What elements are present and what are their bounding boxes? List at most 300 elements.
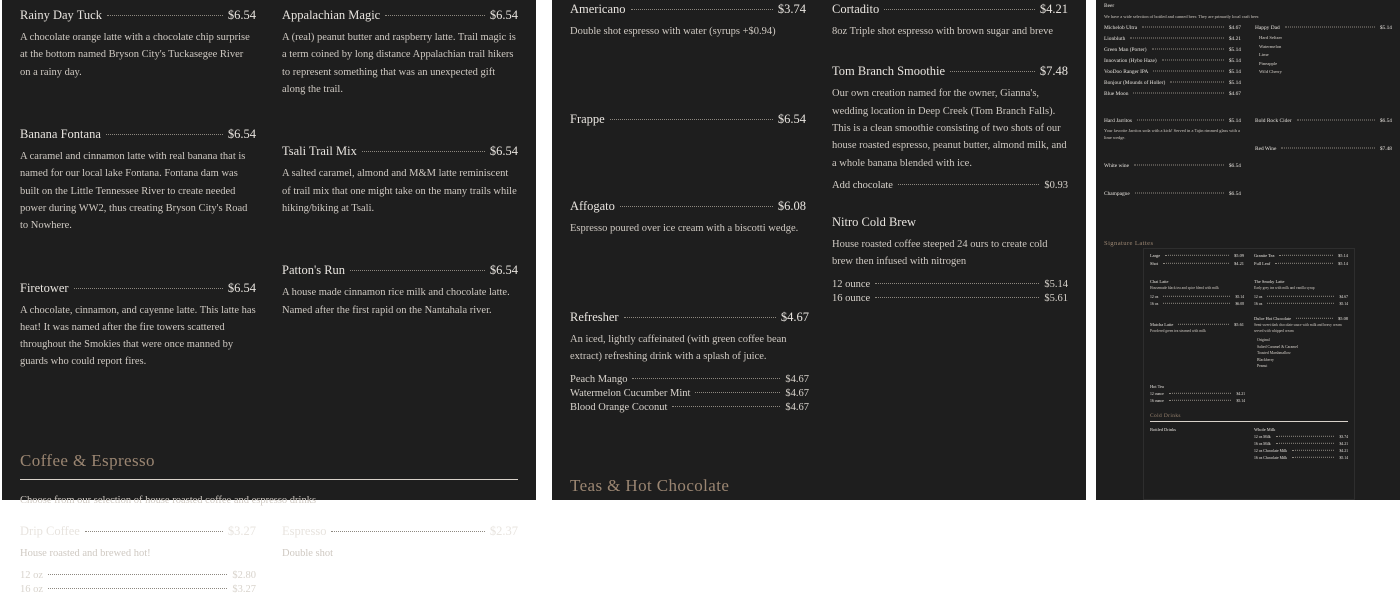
item-name: Americano — [570, 2, 626, 16]
menu-item-row — [1254, 435, 1348, 439]
item-description: A chocolate, cinnamon, and cayenne latte. This latte has heat! It was named after the fire towers scattered throughout the Smokies that were once manned by guards who could report fires. — [20, 304, 256, 368]
inset-top-column-right — [1254, 253, 1348, 269]
item-name: Appalachian Magic — [282, 8, 381, 22]
size-option-row — [20, 570, 256, 581]
menu-item-row — [1254, 261, 1348, 266]
coffee-column-right — [282, 524, 518, 605]
item-price: $6.54 — [227, 8, 256, 22]
section-heading-coffee-espresso: Coffee & Espresso — [20, 450, 155, 470]
dot-leader — [1142, 27, 1224, 28]
item-description: Early grey tea with milk and vanilla syrup — [1254, 286, 1315, 290]
dot-leader — [74, 288, 223, 289]
menu-item — [1150, 322, 1244, 335]
dot-leader — [898, 184, 1039, 185]
dot-leader — [1297, 120, 1375, 121]
inset-column-right — [1254, 279, 1348, 378]
item-description: Double shot espresso with water (syrups +$0.94) — [570, 26, 776, 37]
menu-item — [1150, 279, 1244, 306]
item-size-options — [1150, 392, 1245, 403]
dot-leader — [48, 588, 227, 589]
dot-leader — [610, 119, 773, 120]
menu-item — [832, 64, 1068, 191]
dot-leader — [1285, 27, 1375, 28]
coffee-section-note: Choose from our selection of house roasted coffee and espresso drinks — [20, 494, 317, 506]
menu-item-row — [282, 263, 518, 278]
menu-item-row — [1254, 442, 1348, 446]
item-description: Semi-sweet dark chocolate sauce with milk and heavy cream served with whipped cream — [1254, 322, 1342, 333]
menu-item — [282, 8, 518, 98]
menu-item-row — [1254, 316, 1348, 321]
dot-leader — [1162, 60, 1224, 61]
menu-item — [1255, 25, 1392, 31]
signature-lattes-columns — [20, 8, 518, 417]
section-divider — [20, 479, 518, 480]
item-name: Refresher — [570, 310, 619, 324]
section-heading-signature-lattes: Signature Lattes — [1104, 240, 1154, 247]
menu-item — [1254, 316, 1348, 369]
section-heading-teas-hot-chocolate: Teas & Hot Chocolate — [570, 476, 730, 495]
menu-item — [1254, 253, 1348, 258]
menu-item-row — [832, 215, 1068, 230]
item-name: Patton's Run — [282, 263, 346, 278]
item-price: $4.67 — [785, 387, 810, 399]
dot-leader — [350, 270, 485, 271]
menu-item-row — [1150, 279, 1244, 284]
cold-drinks-section — [1150, 413, 1348, 463]
item-price: $3.74 — [1339, 435, 1348, 440]
size-option-row — [570, 374, 809, 385]
item-price: $6.54 — [227, 126, 256, 141]
menu-item-row — [832, 2, 1068, 17]
item-price: $4.67 — [780, 310, 810, 324]
size-option — [832, 180, 1068, 191]
menu-item — [20, 524, 256, 595]
dot-leader — [385, 15, 485, 16]
menu-item-row — [1150, 322, 1244, 327]
item-name: 16 oz — [1254, 301, 1263, 306]
item-name: Bonjour (Mounds of Holler) — [1104, 80, 1166, 86]
menu-item-row — [570, 112, 806, 127]
menu-item — [1104, 36, 1241, 42]
mid-column-right — [832, 2, 1068, 328]
menu-item — [832, 215, 1068, 304]
menu-item — [570, 112, 806, 127]
dot-leader — [875, 297, 1039, 298]
item-price: $6.54 — [1228, 163, 1241, 170]
menu-item-row — [1104, 91, 1241, 97]
size-option — [1150, 302, 1244, 306]
item-name: 16 oz Chocolate Milk — [1254, 456, 1288, 461]
item-price: $5.14 — [1339, 456, 1348, 461]
item-name: Watermelon Cucumber Mint — [570, 387, 691, 399]
menu-item — [20, 281, 256, 371]
dot-leader — [632, 378, 780, 379]
item-price: $7.48 — [1379, 146, 1392, 152]
menu-item-row — [1254, 253, 1348, 258]
item-name: 16 oz Milk — [1254, 442, 1271, 447]
size-option — [832, 293, 1068, 304]
size-option-row — [1150, 302, 1244, 306]
item-price: $6.54 — [777, 112, 806, 127]
menu-item — [1254, 442, 1348, 446]
size-option — [570, 388, 809, 399]
flavor-item: Watermelon — [1259, 43, 1282, 49]
menu-item-row — [1104, 80, 1241, 86]
menu-item — [1255, 118, 1392, 124]
item-name: Granite Tea — [1254, 253, 1275, 258]
signature-column-right — [282, 8, 518, 417]
item-name: 16 ounce — [832, 292, 871, 304]
drinks-column-left — [1104, 118, 1241, 219]
menu-item-row — [1255, 118, 1392, 124]
item-description: A house made cinnamon rice milk and chocolate latte. Named after the first rapid on the Nantahala river. — [282, 287, 510, 316]
dot-leader — [362, 151, 485, 152]
item-name: Drip Coffee — [20, 523, 80, 538]
dot-leader — [884, 9, 1035, 10]
size-option-row — [1254, 302, 1348, 306]
item-price: $5.08 — [1338, 315, 1348, 321]
size-option-row — [832, 279, 1068, 290]
item-price: $7.48 — [1039, 64, 1068, 79]
dot-leader — [331, 531, 484, 532]
menu-item-row — [1255, 146, 1392, 152]
item-name: Champagne — [1104, 191, 1130, 198]
flavor-item: Salted Caramel & Caramel — [1257, 344, 1299, 349]
menu-item-row — [570, 199, 806, 214]
dot-leader — [1165, 255, 1229, 256]
item-price: $5.61 — [1234, 321, 1244, 327]
item-description: A (real) peanut butter and raspberry latte. Trail magic is a term coined by long distance Appalachian trail hikers to represent something that was an unexpected gift along the trail. — [282, 32, 516, 95]
menu-item — [1254, 261, 1348, 266]
item-name: Michelob Ultra — [1104, 25, 1138, 31]
item-name: Green Man (Porter) — [1104, 47, 1147, 53]
item-size-options — [1150, 295, 1244, 306]
flavor-item: Blackberry — [1257, 357, 1274, 362]
menu-item-row — [1104, 191, 1241, 197]
item-name: White wine — [1104, 163, 1129, 170]
item-description: A salted caramel, almond and M&M latte reminiscent of trail mix that one might take on the many trails while hiking/biking at Tsali. — [282, 168, 517, 214]
item-description: Your favorite Jarritos soda with a kick! Served in a Tajin rimmed glass with a lime wedge. — [1104, 128, 1240, 141]
item-price: $4.21 — [1234, 261, 1244, 266]
menu-item — [1150, 253, 1244, 258]
dot-leader — [1163, 296, 1230, 297]
flavor-item: Peanut — [1257, 364, 1268, 369]
menu-item-row — [20, 524, 256, 539]
item-name: Peach Mango — [570, 373, 628, 385]
item-name: 16 ounce — [1150, 399, 1164, 404]
item-price: $5.14 — [1338, 261, 1348, 266]
dot-leader — [1163, 303, 1230, 304]
whole-milk-column — [1254, 427, 1348, 463]
dot-leader — [1135, 193, 1224, 194]
menu-item — [1150, 384, 1245, 403]
dot-leader — [1169, 400, 1232, 401]
cold-drinks-divider — [1150, 421, 1348, 422]
dot-leader — [875, 283, 1039, 284]
dot-leader — [48, 574, 227, 575]
menu-item — [1150, 261, 1244, 266]
dot-leader — [631, 9, 773, 10]
item-name: 12 oz Milk — [1254, 435, 1271, 440]
item-name: Matcha Latte — [1150, 321, 1174, 327]
menu-item-row — [1150, 261, 1244, 266]
item-description: House roasted and brewed hot! — [20, 547, 151, 559]
menu-item-row — [1254, 449, 1348, 453]
item-price: $4.67 — [1339, 294, 1348, 299]
menu-item — [282, 144, 518, 217]
item-price: $6.08 — [1235, 301, 1244, 306]
size-option — [1254, 302, 1348, 306]
item-name: VooDoo Ranger IPA — [1104, 69, 1149, 75]
middle-menu-panel — [552, 0, 1086, 500]
menu-item-row — [1104, 58, 1241, 64]
menu-item-row — [832, 64, 1068, 79]
menu-item — [1104, 80, 1241, 86]
item-price: $4.21 — [1228, 36, 1241, 42]
item-price: $4.21 — [1039, 2, 1068, 16]
dot-leader — [1292, 450, 1334, 451]
menu-item-row — [1255, 25, 1392, 31]
item-price: $6.08 — [777, 199, 806, 214]
item-name: The Smoky Latte — [1254, 279, 1285, 284]
menu-item — [1104, 47, 1241, 53]
item-price: $6.54 — [1228, 191, 1241, 198]
inset-column-left — [1150, 279, 1244, 378]
item-name: Tsali Trail Mix — [282, 144, 357, 159]
dot-leader — [950, 71, 1035, 72]
hot-tea-block — [1150, 384, 1245, 403]
dot-leader — [1267, 296, 1334, 297]
item-name: 12 oz — [1150, 294, 1159, 299]
item-name: Blue Moon — [1104, 91, 1129, 97]
menu-item-row — [20, 281, 256, 296]
item-name: Lionbluth — [1104, 36, 1126, 42]
item-name: 12 oz — [20, 570, 44, 582]
item-price: $4.67 — [785, 401, 810, 413]
dot-leader — [1276, 436, 1335, 437]
item-name: Espresso — [282, 523, 327, 538]
size-option-row — [1254, 295, 1348, 299]
menu-item — [832, 2, 1068, 40]
dot-leader — [1296, 318, 1333, 319]
menu-item-row — [1104, 36, 1241, 42]
dot-leader — [1170, 82, 1224, 83]
menu-item — [570, 310, 809, 413]
item-name: 12 oz — [1254, 294, 1263, 299]
item-name: 12 oz Chocolate Milk — [1254, 449, 1288, 454]
dot-leader — [1137, 120, 1224, 121]
menu-item-row — [570, 2, 806, 17]
item-description: A caramel and cinnamon latte with real banana that is named for our local lake Fontana. Fontana dam was built on the Little Tennessee River to create needed power during WW2, thus creating Bryson City's Road to Nowhere. — [20, 150, 248, 232]
menu-item-row — [1254, 456, 1348, 460]
menu-item-row — [282, 524, 518, 539]
menu-item — [1254, 449, 1348, 453]
menu-item-row — [20, 127, 256, 142]
dot-leader — [1169, 393, 1232, 394]
item-price: $4.21 — [1339, 449, 1348, 454]
size-option-row — [570, 388, 809, 399]
menu-item-row — [1150, 384, 1245, 389]
menu-item — [282, 263, 518, 319]
item-name: Dulce Hot Chocolate — [1254, 315, 1292, 321]
menu-item — [1104, 163, 1241, 169]
menu-item-row — [570, 310, 809, 325]
item-price: $4.67 — [785, 373, 810, 385]
menu-item — [1104, 25, 1241, 31]
happy-dad-flavors — [1255, 35, 1392, 74]
item-price: $3.27 — [232, 584, 256, 596]
size-option — [1150, 399, 1245, 403]
size-option — [570, 402, 809, 413]
menu-item — [570, 2, 806, 40]
item-price: $5.14 — [1228, 58, 1241, 64]
flavor-item: Pineapple — [1259, 60, 1278, 66]
item-name: Happy Dad — [1255, 25, 1280, 31]
coffee-column-left — [20, 524, 256, 605]
drinks-column-right — [1255, 118, 1392, 219]
menu-item-row — [282, 144, 518, 159]
menu-item-row — [1104, 69, 1241, 75]
menu-item-row — [1104, 47, 1241, 53]
dot-leader — [1134, 165, 1224, 166]
menu-item-row — [1104, 25, 1241, 31]
item-name: 12 ounce — [832, 278, 871, 290]
flavor-item: Wild Cherry — [1259, 69, 1282, 74]
item-price: $4.67 — [1228, 91, 1241, 97]
menu-item — [1104, 191, 1241, 197]
menu-item-row — [282, 8, 518, 23]
beer-note: We have a wide selection of bottled and canned beer. They are primarily local craft beer. — [1104, 14, 1260, 19]
beer-column-left — [1104, 25, 1241, 102]
bottled-drinks-column — [1150, 427, 1244, 463]
dot-leader — [624, 317, 776, 318]
menu-item-row — [1104, 163, 1241, 169]
item-price: $5.14 — [1339, 301, 1348, 306]
item-price: $3.27 — [227, 523, 256, 538]
item-name: 12 ounce — [1150, 392, 1164, 397]
item-size-options — [832, 180, 1068, 191]
item-price: $4.21 — [1339, 442, 1348, 447]
item-name: Chai Latte — [1150, 279, 1169, 284]
item-price: $4.67 — [1228, 25, 1241, 31]
right-menu-panel — [1096, 0, 1400, 248]
flavor-item: Lime — [1259, 52, 1269, 57]
item-price: $5.14 — [1338, 253, 1348, 258]
item-description: Housemade black tea and spice blend with milk — [1150, 286, 1219, 290]
dot-leader — [1275, 263, 1333, 264]
refresher-block — [570, 310, 809, 413]
flavor-item: Toasted Marshmallow — [1257, 351, 1291, 356]
dot-leader — [1163, 263, 1229, 264]
item-description: Powdered green tea steamed with milk — [1150, 328, 1206, 333]
item-price: $5.14 — [1379, 25, 1392, 31]
item-name: Full Leaf — [1254, 261, 1271, 266]
size-option — [1150, 295, 1244, 299]
size-option — [832, 279, 1068, 290]
item-description: 8oz Triple shot espresso with brown sugar and breve — [832, 26, 1054, 37]
menu-item-row — [1254, 279, 1348, 284]
item-price: $3.74 — [777, 2, 806, 16]
item-price: $6.54 — [489, 8, 518, 22]
menu-item — [1254, 456, 1348, 460]
item-price: $4.21 — [1236, 392, 1246, 397]
item-price: $5.09 — [1234, 253, 1244, 258]
dot-leader — [85, 531, 223, 532]
dot-leader — [1153, 71, 1224, 72]
dot-leader — [106, 134, 223, 135]
size-option-row — [1150, 392, 1245, 396]
mid-column-left — [570, 2, 806, 328]
menu-item-row — [20, 8, 256, 23]
dot-leader — [1133, 93, 1223, 94]
item-size-options — [832, 279, 1068, 304]
item-price: $5.61 — [1044, 292, 1068, 304]
size-option-row — [1150, 295, 1244, 299]
item-name: Large — [1150, 253, 1161, 258]
item-price: $6.54 — [227, 280, 256, 295]
menu-item-row — [1104, 118, 1241, 124]
item-name: Tom Branch Smoothie — [832, 64, 946, 79]
dot-leader — [620, 206, 773, 207]
inset-top-column-left — [1150, 253, 1244, 269]
section-heading-beer: Beer — [1104, 3, 1115, 9]
item-size-options — [20, 570, 256, 595]
item-description: Double shot — [282, 547, 334, 559]
item-name: Add chocolate — [832, 179, 893, 191]
dot-leader — [695, 392, 780, 393]
dot-leader — [1276, 443, 1335, 444]
item-name: Affogato — [570, 199, 615, 214]
menu-item — [1104, 58, 1241, 64]
item-size-options — [1254, 295, 1348, 306]
item-name: Hot Tea — [1150, 384, 1164, 390]
item-name: Cortadito — [832, 2, 880, 16]
item-price: $5.14 — [1228, 118, 1241, 124]
coffee-espresso-section — [20, 451, 518, 605]
item-price: $2.37 — [489, 523, 518, 538]
dot-leader — [1130, 38, 1224, 39]
section-heading-cold-drinks: Cold Drinks — [1150, 413, 1181, 420]
item-description: Our own creation named for the owner, Gianna's, wedding location in Deep Creek (Tom Branch Falls). This is a clean smoothie consisting of two shots of our house roasted espresso, peanut butter, almond milk, and a whole banana blended with ice. — [832, 88, 1067, 169]
item-name: 16 oz — [20, 584, 44, 596]
size-option — [20, 584, 256, 595]
item-description: Espresso poured over ice cream with a biscotti wedge. — [570, 223, 799, 235]
size-option — [1254, 295, 1348, 299]
item-price: $5.14 — [1044, 278, 1068, 290]
menu-item — [1254, 435, 1348, 439]
left-menu-panel — [2, 0, 536, 596]
item-description: A chocolate orange latte with a chocolate chip surprise at the bottom named Bryson City's Tuckasegee River on a rainy day. — [20, 32, 250, 78]
bottled-drinks-heading: Bottled Drinks — [1150, 427, 1176, 433]
item-price: $6.54 — [489, 263, 518, 278]
item-name: 16 oz — [1150, 301, 1159, 306]
flavor-list — [1254, 338, 1348, 368]
item-price: $2.80 — [232, 570, 256, 582]
dot-leader — [1152, 49, 1224, 50]
item-description: House roasted coffee steeped 24 ours to create cold brew then infused with nitrogen — [832, 238, 1048, 268]
dot-leader — [672, 406, 780, 407]
menu-item — [20, 127, 256, 235]
item-price: $5.14 — [1228, 69, 1241, 75]
whole-milk-heading: Whole Milk — [1254, 427, 1276, 433]
menu-item — [1104, 91, 1241, 97]
menu-item-row — [1150, 253, 1244, 258]
item-name: Banana Fontana — [20, 126, 101, 141]
item-name: Blood Orange Coconut — [570, 401, 668, 413]
item-price: $6.54 — [489, 144, 518, 159]
size-option-row — [832, 293, 1068, 304]
size-option-row — [20, 584, 256, 595]
